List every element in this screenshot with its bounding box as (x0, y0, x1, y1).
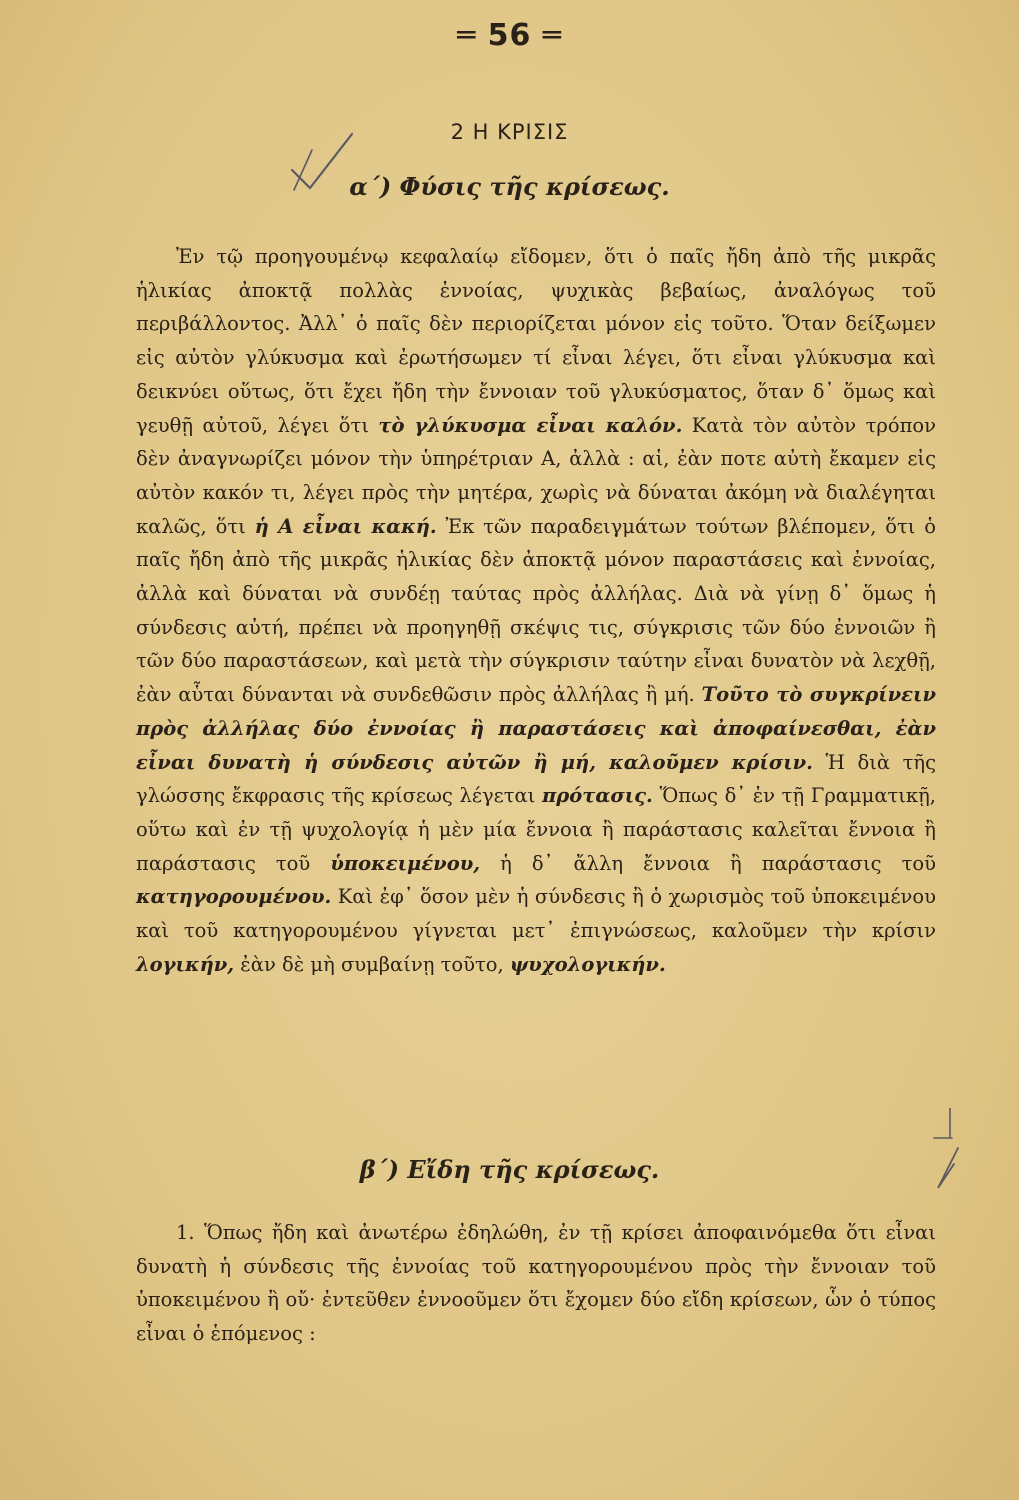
body-text-run: Ὅπως δ᾿ ἐν τῇ Γραμματικῇ, οὕτω καὶ ἐν τῇ ψυχολογίᾳ ἡ μὲν μία ἔννοια ἢ παράστασις καλεῖται ἔννοια ἢ παράστασις τοῦ (136, 784, 936, 875)
emphasized-text: Τοῦτο τὸ συγκρίνειν πρὸς ἀλλήλας δύο ἐννοίας ἢ παραστάσεις καὶ ἀποφαίνεσθαι, ἐὰν εἶναι δυνατὴ ἡ σύνδεσις αὐτῶν ἢ μή, καλοῦμεν κρίσιν. (136, 683, 936, 774)
emphasized-text: λογικήν, (136, 952, 235, 976)
body-text-run: Ἐκ τῶν παραδειγμάτων τούτων βλέπομεν, ὅτι ὁ παῖς ἤδη ἀπὸ τῆς μικρᾶς ἡλικίας δὲν ἀποκτᾷ μόνον παραστάσεις καὶ ἐννοίας, ἀλλὰ καὶ δύναται νὰ συνδέῃ ταύτας πρὸς ἀλλήλας. Διὰ νὰ γίνῃ δ᾿ ὅμως ἡ σύνδεσις αὐτή, πρέπει νὰ προηγηθῇ σκέψις τις, σύγκρισις τῶν δύο ἐννοιῶν ἢ τῶν δύο παραστάσεων, καὶ μετὰ τὴν σύγκρισιν ταύτην εἶναι δυνατὸν νὰ λεχθῇ, ἐὰν αὗται δύνανται νὰ συνδεθῶσιν πρὸς ἀλλήλας ἢ μή. (136, 514, 936, 707)
emphasized-text: ἡ Α εἶναι κακή. (254, 514, 437, 538)
body-text-run: Κατὰ τὸν αὐτὸν τρόπον δὲν ἀναγνωρίζει μόνον τὴν ὑπηρέτριαν Α, ἀλλὰ : αἱ, ἐὰν ποτε αὐτὴ ἔκαμεν εἰς αὐτὸν κακόν τι, λέγει πρὸς τὴν μητέρα, χωρὶς νὰ δύναται ἀκόμη νὰ διαλέγηται καλῶς, ὅτι (136, 413, 936, 538)
page-number: ═ 56 ═ (457, 18, 562, 53)
body-text-run: 1. Ὅπως ἤδη καὶ ἀνωτέρω ἐδηλώθη, ἐν τῇ κρίσει ἀποφαινόμεθα ὅτι εἶναι δυνατὴ ἡ σύνδεσις τῆς ἐννοίας τοῦ κατηγορουμένου πρὸς τὴν ἔννοιαν τοῦ ὑποκειμένου ἢ οὔ· ἐντεῦθεν ἐννοοῦμεν ὅτι ἔχομεν δύο εἴδη κρίσεων, ὧν ὁ τύπος εἶναι ὁ ἑπόμενος : (136, 1221, 936, 1346)
body-text-run: Ἐν τῷ προηγουμένῳ κεφαλαίῳ εἴδομεν, ὅτι ὁ παῖς ἤδη ἀπὸ τῆς μικρᾶς ἡλικίας ἀποκτᾷ πολλὰς ἐννοίας, ψυχικὰς βεβαίως, ἀναλόγως τοῦ περιβάλλοντος. Ἀλλ᾿ ὁ παῖς δὲν περιορίζεται μόνον εἰς τοῦτο. Ὅταν δείξωμεν εἰς αὐτὸν γλύκυσμα καὶ ἐρωτήσωμεν τί εἶναι λέγει, ὅτι εἶναι γλύκυσμα καὶ δεικνύει οὕτως, ὅτι ἔχει ἤδη τὴν ἔννοιαν τοῦ γλυκύσματος, ὅταν δ᾿ ὅμως καὶ γευθῇ αὐτοῦ, λέγει ὅτι (136, 245, 936, 437)
section-heading-nature: α΄) Φύσις τῆς κρίσεως. (349, 172, 670, 201)
body-text-run: Καὶ ἐφ᾿ ὅσον μὲν ἡ σύνδεσις ἢ ὁ χωρισμὸς τοῦ ὑποκειμένου καὶ τοῦ κατηγορουμένου γίγνεται μετ᾿ ἐπιγνώσεως, καλοῦμεν τὴν κρίσιν (136, 885, 936, 943)
section-heading-kinds: β΄) Εἴδη τῆς κρίσεως. (359, 1155, 660, 1184)
section-a-paragraph (136, 240, 936, 981)
body-text-run: ἡ δ᾿ ἄλλη ἔννοια ἢ παράστασις τοῦ (480, 851, 937, 875)
body-text-run: Ἡ διὰ τῆς γλώσσης ἔκφρασις τῆς κρίσεως λέγεται (136, 750, 936, 808)
emphasized-text: τὸ γλύκυσμα εἶναι καλόν. (378, 413, 683, 437)
section-b-paragraph (136, 1216, 936, 1351)
emphasized-text: ὑποκειμένου, (330, 851, 481, 875)
pencil-bracket-icon (928, 1108, 968, 1198)
body-text-run: ἐὰν δὲ μὴ συμβαίνῃ τοῦτο, (234, 952, 510, 976)
chapter-title: 2 Η ΚΡΙΣΙΣ (450, 120, 569, 144)
emphasized-text: ψυχολογικήν. (509, 952, 666, 976)
emphasized-text: πρότασις. (541, 784, 653, 808)
emphasized-text: κατηγορουμένου. (136, 885, 332, 909)
